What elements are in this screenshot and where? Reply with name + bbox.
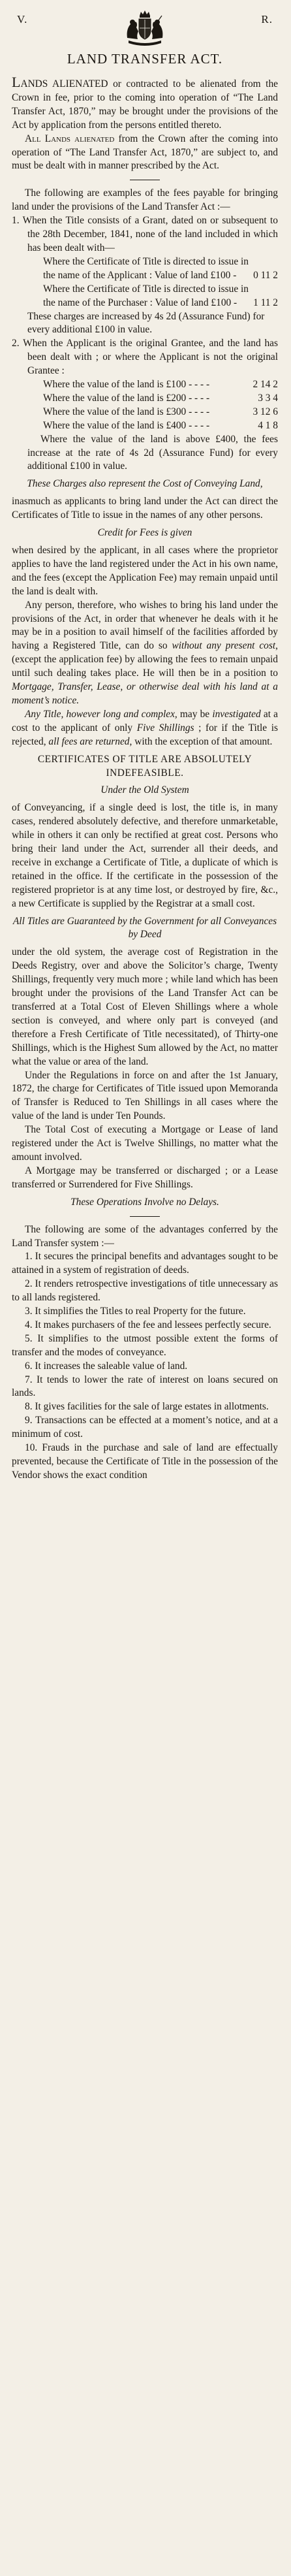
fees-item-1: 1. When the Title consists of a Grant, dated on or subsequent to the 28th December, 1841, none of the land included in which has been dealt with— [12,215,278,253]
intro-paragraph-1 [12,76,278,133]
old-system-heading: Under the Old System [100,784,189,796]
fees-item-1-note: These charges are increased by 4s 2d (Assurance Fund) for every additional £100 in value. [27,310,265,336]
fee-amount: 1 11 2 [253,297,278,308]
advantages-intro: The following are some of the advantages conferred by the Land Transfer system :— [12,1223,278,1249]
guarantee-paragraph-2: Under the Regulations in force on and after the 1st January, 1872, the charge for Certificates of Title issued upon Memoranda of Transfer is Reduced to Ten Shillings in all cases where the value of the land is under Ten Pounds. [12,1069,278,1122]
fee-label: Where the value of the land is £100 - - - - [43,379,210,391]
any-title-paragraph [12,708,278,749]
fee-label: Where the value of the land is £400 - - - - [43,419,210,431]
fee-amount: 3 3 4 [258,392,278,404]
any-title-text-b: at a cost to the applicant of only [12,708,278,733]
advantage-item: 10. Frauds in the purchase and sale of land are effectually prevented, because the Certificate of Title in the possession of the Vendor shows the exact condition [12,1442,278,1481]
cost-heading: These Charges also represent the Cost of Conveying Land, [27,478,263,490]
advantage-item: 8. It gives facilities for the sale of large estates in allotments. [25,1401,269,1413]
guarantee-heading: All Titles are Guaranteed by the Government for all Conveyances by Deed [12,915,277,941]
section-divider-2 [130,1216,160,1217]
credit-emphasis-2: Mortgage, Transfer, Lease, or otherwise deal with his land at a moment’s notice. [12,681,278,706]
any-title-emphasis-2: investigated [212,708,261,720]
drop-cap: L [12,74,21,90]
fees-item-1-row-1 [12,283,278,310]
fees-item-2-row-3 [12,419,278,433]
cost-paragraph: inasmuch as applicants to bring land under the Act can direct the Certificates of Title to issue in the names of any other persons. [12,496,278,521]
lead-caps-2: All Lands alienated [25,133,115,144]
credit-heading: Credit for Fees is given [97,527,192,539]
fees-item-1-row-0 [12,255,278,283]
masthead [12,9,278,51]
advantage-item: 9. Transactions can be effected at a moment’s notice, and at a minimum of cost. [12,1415,278,1440]
any-title-emphasis-4: all fees are returned [48,735,130,747]
royal-coat-of-arms-icon [122,9,168,46]
credit-emphasis-1: without any present cost [172,640,276,652]
fees-item-2: 2. When the Applicant is the original Grantee, and the land has been dealt with ; or where the Applicant is not the original Grantee : [12,338,278,377]
lead-caps: ANDS ALIENATED [20,78,108,89]
article-body [12,76,278,1483]
indefeasible-heading: CERTIFICATES OF TITLE ARE ABSOLUTELY INDEFEASIBLE. [37,753,253,779]
no-delay-heading: These Operations Involve no Delays. [70,1196,219,1208]
fee-label: Where the value of the land is £300 - - - - [43,406,210,417]
fees-item-2-row-1 [12,392,278,406]
credit-paragraph-2 [12,599,278,708]
guarantee-paragraph-3: The Total Cost of executing a Mortgage or Lease of land registered under the Act is Twelve Shillings, no matter what the amount involved. [12,1124,278,1163]
fees-item-2-row-0 [12,378,278,392]
fees-item-2-note: Where the value of the land is above £400, the fees increase at the rate of 4s 2d (Assurance Fund) for every additional £100 in value. [27,433,278,472]
fee-amount: 3 12 6 [253,406,278,417]
advantage-item: 1. It secures the principal benefits and advantages sought to be attained in a system of registration of deeds. [12,1251,278,1276]
fee-amount: 0 11 2 [253,269,278,281]
fee-label: Where the value of the land is £200 - - - - [43,392,210,404]
credit-paragraph-1: when desired by the applicant, in all cases where the proprietor applies to have the land registered under the Act in his own name, and the fees (except the Application Fee) may remain unpaid until the land is dealt with. [12,545,278,597]
any-title-text-c: ; for if the Title is rejected, [12,722,278,747]
fee-label: Where the Certificate of Title is directed to issue in the name of the Purchaser : Value of land £100 - [43,283,249,308]
intro-paragraph-2 [12,133,278,174]
intro-text-2: from the Crown after the coming into operation of “The Land Transfer Act, 1870,” are subject to, and must be dealt with in manner prescribed by the Act. [12,133,278,172]
advantage-item: 4. It makes purchasers of the fee and lessees perfectly secure. [25,1319,271,1330]
guarantee-paragraph-1: under the old system, the average cost of Registration in the Deeds Registry, over and above the Solicitor’s charge, Twenty Shillings, frequently very much more ; while land which has been brought under the provisions of the Land Transfer Act can be transferred at a Total Cost of Eleven Shillings where a whole section is conveyed, and where only part is conveyed (and therefore a Fresh Certificate of Title necessitated), of Thirty-one Shillings, which is the Highest Sum allowed by the Act, no matter what the value or area of the land. [12,946,278,1067]
credit-text-b: , (except the application fee) by allowing the fees to remain unpaid until such dealing takes place. He will then be in a position to [12,640,278,679]
credit-text-a: Any person, therefore, who wishes to bring his land under the provisions of the Act, in order that whenever he deals with it he may be in a position to avail himself of the facilities afforded by having a Registered Title, can do so [12,599,278,652]
advantage-item: 3. It simplifies the Titles to real Property for the future. [25,1306,246,1317]
intro-text-1: or contracted to be alienated from the Crown in fee, prior to the coming into operation of “The Land Transfer Act, 1870,” may be brought under the provisions of the Act by application from the persons entitled thereto. [12,78,278,131]
fees-item-2-row-2 [12,406,278,419]
any-title-text-d: , with the exception of that amount. [129,735,273,747]
any-title-emphasis-1: Any Title, however long and complex, [25,708,177,720]
advantage-item: 7. It tends to lower the rate of interest on loans secured on lands. [12,1374,278,1399]
advantage-item: 2. It renders retrospective investigations of title unnecessary as to all lands registered. [12,1278,278,1304]
advantage-item: 6. It increases the saleable value of land. [25,1360,188,1372]
any-title-text-a: may be [177,708,213,720]
fees-intro: The following are examples of the fees payable for bringing land under the provisions of the Land Transfer Act :— [12,187,278,213]
old-system-paragraph: of Conveyancing, if a single deed is lost, the title is, in many cases, rendered absolutely defective, and therefore unmarketable, while in others it can only be rectified at great cost. Persons who bring their land under the Act, surrender all their deeds, and receive in exchange a Certificate of Title, a duplicate of which is retained in the office. If the certificate in the possession of the registered proprietor is at any time lost, or destroyed by fire, &c., a new Certificate is supplied by the Registrar at a small cost. [12,802,278,909]
fee-amount: 2 14 2 [253,379,278,391]
advantage-item: 5. It simplifies to the utmost possible extent the forms of transfer and the modes of conveyance. [12,1332,278,1358]
monogram-v: V. [17,13,28,25]
fee-label: Where the Certificate of Title is directed to issue in the name of the Applicant : Value of land £100 - [43,255,249,281]
monogram-r: R. [261,13,273,25]
any-title-emphasis-3: Five Shillings [136,722,194,733]
guarantee-paragraph-4: A Mortgage may be transferred or discharged ; or a Lease transferred or Surrendered for Five Shillings. [12,1165,278,1190]
fee-amount: 4 1 8 [258,419,278,431]
page-title: LAND TRANSFER ACT. [67,51,223,67]
